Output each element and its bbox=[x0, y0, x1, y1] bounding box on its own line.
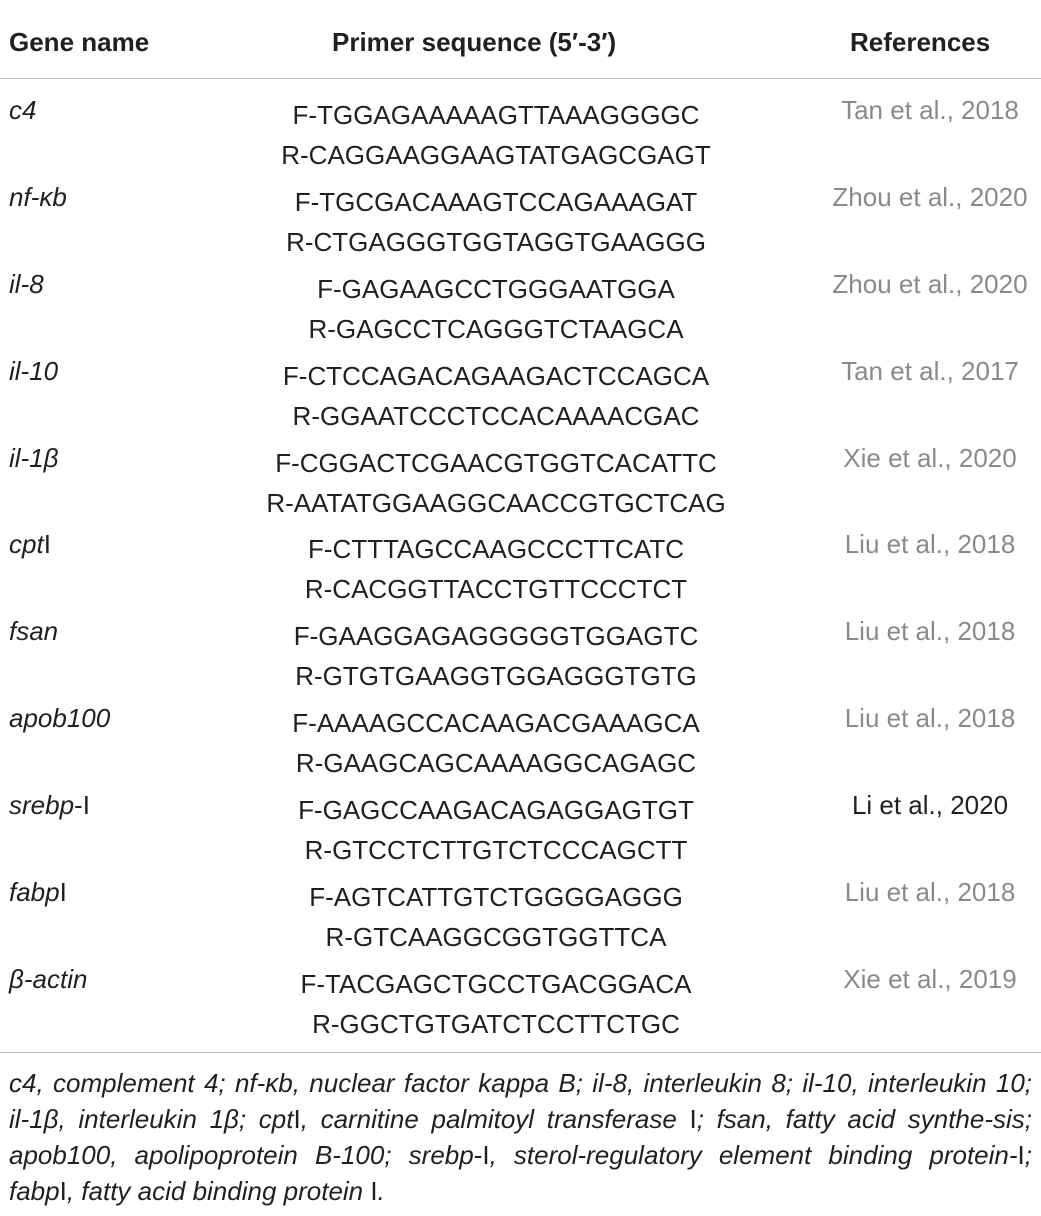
forward-primer: F-GAAGGAGAGGGGGTGGAGTC bbox=[293, 621, 699, 652]
reference: Zhou et al., 2020 bbox=[832, 268, 1028, 299]
reverse-primer: R-CAGGAAGGAAGTATGAGCGAGT bbox=[281, 140, 711, 170]
reverse-primer: R-GTCCTCTTGTCTCCCAGCTT bbox=[304, 835, 688, 866]
table-row bbox=[0, 525, 1041, 612]
footnote-text: c4, complement 4; nf-κb, nuclear factor kappa B; il-8, interleukin 8; il-10, interleukin 10; il-1β, interleukin 1β; cptI, carnitine palmitoyl transferase I; fsan, fatty acid synthe-sis; apob100, apolipoprotein B-100; srebp-I, sterol-regulatory element binding protein-I; fabpI, fatty acid binding protein I. bbox=[9, 1068, 1033, 1206]
forward-primer: F-TGGAGAAAAAGTTAAAGGGGC bbox=[292, 100, 700, 130]
gene-name: β-actin bbox=[9, 963, 88, 994]
forward-primer: F-CTCCAGACAGAAGACTCCAGCA bbox=[282, 360, 710, 391]
reference: Li et al., 2020 bbox=[851, 790, 1009, 821]
header-gene-name: Gene name bbox=[9, 27, 150, 57]
reference: Liu et al., 2018 bbox=[844, 703, 1016, 734]
reverse-primer: R-AATATGGAAGGCAACCGTGCTCAG bbox=[266, 487, 726, 518]
gene-name: il-10 bbox=[9, 355, 59, 386]
primer-pair bbox=[246, 703, 746, 783]
table-row bbox=[0, 786, 1041, 873]
table-row bbox=[0, 960, 1041, 1047]
header-primer-sequence: Primer sequence (5′-3′) bbox=[332, 27, 617, 57]
reverse-primer: R-GAGCCTCAGGGTCTAAGCA bbox=[308, 313, 684, 344]
forward-primer: F-CTTTAGCCAAGCCCTTCATC bbox=[308, 534, 684, 565]
forward-primer: F-GAGCCAAGACAGAGGAGTGT bbox=[298, 795, 694, 826]
table-row bbox=[0, 439, 1041, 526]
reference: Xie et al., 2019 bbox=[843, 963, 1017, 994]
table-row bbox=[0, 265, 1041, 352]
primer-pair bbox=[246, 616, 746, 696]
primer-pair bbox=[246, 443, 746, 523]
primer-pair bbox=[246, 356, 746, 436]
forward-primer: F-CGGACTCGAACGTGGTCACATTC bbox=[275, 447, 717, 478]
table-body bbox=[0, 91, 1041, 1047]
gene-name: apob100 bbox=[9, 703, 111, 734]
forward-primer: F-TGCGACAAAGTCCAGAAAGAT bbox=[294, 186, 698, 217]
primer-pair bbox=[246, 877, 746, 957]
primer-pair bbox=[246, 790, 746, 870]
gene-name: il-8 bbox=[9, 268, 44, 299]
gene-name: fsan bbox=[9, 616, 59, 647]
table-footnote bbox=[0, 1052, 1041, 1209]
table-row bbox=[0, 612, 1041, 699]
gene-name: srebp-I bbox=[9, 790, 90, 821]
gene-name: c4 bbox=[9, 95, 37, 125]
gene-name: nf-κb bbox=[9, 181, 67, 212]
forward-primer: F-AAAAGCCACAAGACGAAAGCA bbox=[292, 708, 700, 739]
forward-primer: F-AGTCATTGTCTGGGGAGGG bbox=[309, 882, 683, 913]
reference: Tan et al., 2017 bbox=[841, 355, 1019, 386]
table-row bbox=[0, 873, 1041, 960]
reverse-primer: R-GTGTGAAGGTGGAGGGTGTG bbox=[295, 661, 697, 692]
header-references: References bbox=[850, 27, 991, 57]
table-row bbox=[0, 352, 1041, 439]
reverse-primer: R-CTGAGGGTGGTAGGTGAAGGG bbox=[286, 226, 706, 257]
gene-name: fabpI bbox=[9, 877, 67, 908]
reverse-primer: R-CACGGTTACCTGTTCCCTCT bbox=[304, 574, 688, 605]
table-header bbox=[0, 0, 1041, 79]
reverse-primer: R-GGCTGTGATCTCCTTCTGC bbox=[312, 1008, 680, 1039]
primer-pair bbox=[246, 529, 746, 609]
reference: Liu et al., 2018 bbox=[844, 877, 1016, 908]
reference: Xie et al., 2020 bbox=[843, 442, 1017, 473]
reverse-primer: R-GGAATCCCTCCACAAAACGAC bbox=[292, 400, 700, 431]
primer-pair bbox=[246, 964, 746, 1044]
primer-pair bbox=[246, 182, 746, 262]
reference: Zhou et al., 2020 bbox=[832, 181, 1028, 212]
gene-name: cptI bbox=[9, 529, 51, 560]
table-row bbox=[0, 699, 1041, 786]
reference: Liu et al., 2018 bbox=[844, 616, 1016, 647]
reference: Liu et al., 2018 bbox=[844, 529, 1016, 560]
reverse-primer: R-GTCAAGGCGGTGGTTCA bbox=[325, 922, 667, 953]
reference: Tan et al., 2018 bbox=[841, 95, 1019, 125]
table-row bbox=[0, 91, 1041, 178]
forward-primer: F-GAGAAGCCTGGGAATGGA bbox=[317, 273, 675, 304]
forward-primer: F-TACGAGCTGCCTGACGGACA bbox=[300, 968, 692, 999]
table-row bbox=[0, 178, 1041, 265]
reverse-primer: R-GAAGCAGCAAAAGGCAGAGC bbox=[295, 748, 697, 779]
primer-pair bbox=[246, 269, 746, 349]
gene-name: il-1β bbox=[9, 442, 59, 473]
primer-pair bbox=[246, 95, 746, 175]
